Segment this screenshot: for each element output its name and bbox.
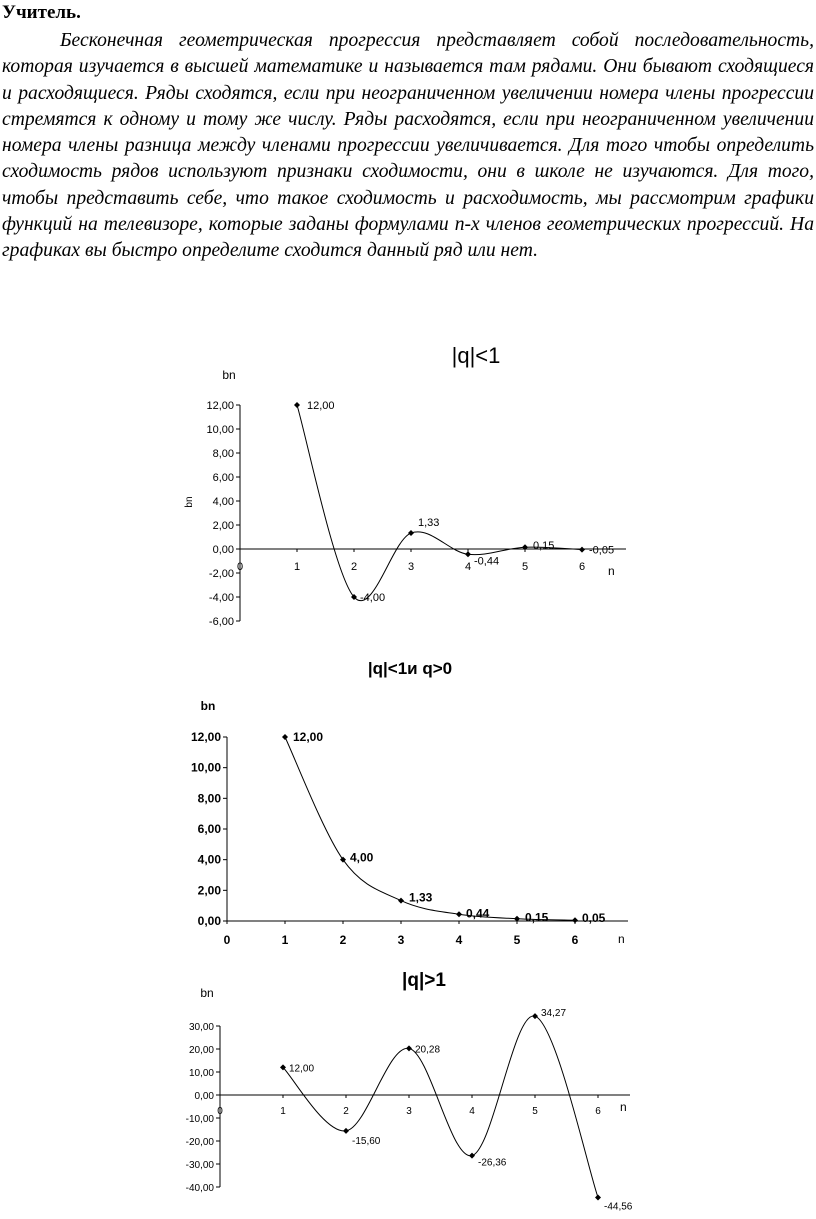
y-tick-label: 10,00 bbox=[190, 760, 221, 775]
x-tick-label: 2 bbox=[343, 1106, 349, 1117]
data-point-marker bbox=[532, 1013, 538, 1019]
x-axis-label: n bbox=[620, 1100, 627, 1114]
data-point-marker bbox=[294, 402, 300, 408]
y-axis-label: bn bbox=[200, 699, 216, 713]
data-point-label: 34,27 bbox=[541, 1008, 567, 1020]
y-tick-label: 30,00 bbox=[188, 1022, 214, 1033]
data-point-marker bbox=[572, 917, 578, 923]
x-tick-label: 6 bbox=[571, 933, 579, 947]
y-tick-label: 4,00 bbox=[197, 852, 221, 867]
x-tick-label: 6 bbox=[578, 561, 586, 573]
x-tick-label: 5 bbox=[532, 1106, 538, 1117]
data-point-marker bbox=[465, 551, 471, 557]
chart-q-abs-greater-1 bbox=[0, 960, 816, 1219]
data-point-marker bbox=[579, 547, 585, 553]
y-tick-label: -40,00 bbox=[185, 1183, 214, 1194]
data-point-label: 12,00 bbox=[307, 400, 335, 412]
data-point-label: -0,05 bbox=[589, 544, 615, 557]
x-tick-label: 3 bbox=[407, 561, 415, 573]
x-tick-label: 6 bbox=[595, 1106, 601, 1117]
y-tick-label: -10,00 bbox=[185, 1114, 214, 1125]
data-point-label: 0,15 bbox=[533, 540, 555, 553]
x-tick-label: 3 bbox=[406, 1106, 412, 1117]
y-tick-label: 12,00 bbox=[190, 730, 221, 744]
y-axis-side-label: bn bbox=[184, 496, 195, 508]
y-tick-label: 4,00 bbox=[212, 496, 234, 508]
y-tick-label: -30,00 bbox=[185, 1160, 214, 1171]
y-tick-label: 6,00 bbox=[197, 822, 221, 836]
data-point-marker bbox=[595, 1194, 601, 1200]
data-point-label: 4,00 bbox=[350, 850, 374, 865]
chart-title: |q|<1и q>0 bbox=[367, 659, 453, 678]
x-tick-label: 2 bbox=[350, 561, 358, 573]
data-point-label: -44,56 bbox=[604, 1201, 633, 1213]
x-tick-label: 4 bbox=[455, 933, 463, 947]
y-tick-label: 8,00 bbox=[197, 791, 221, 806]
x-tick-label: 5 bbox=[521, 561, 529, 573]
y-tick-label: 12,00 bbox=[206, 400, 234, 412]
y-tick-label: 20,00 bbox=[188, 1045, 214, 1056]
data-point-marker bbox=[408, 530, 414, 536]
y-axis-label: bn bbox=[222, 368, 236, 382]
y-tick-label: 0,00 bbox=[194, 1091, 214, 1102]
x-axis-label: n bbox=[608, 564, 615, 578]
data-point-marker bbox=[398, 898, 404, 904]
series-line bbox=[283, 1016, 598, 1198]
series-line bbox=[297, 405, 582, 601]
y-tick-label: 2,00 bbox=[197, 883, 221, 898]
x-tick-label: 5 bbox=[513, 933, 521, 947]
data-point-label: 0,05 bbox=[582, 911, 606, 926]
data-point-marker bbox=[343, 1128, 349, 1134]
data-point-label: -0,44 bbox=[474, 555, 500, 568]
teacher-heading: Учитель. bbox=[2, 2, 81, 23]
data-point-label: 12,00 bbox=[293, 730, 324, 744]
x-tick-label: 2 bbox=[339, 933, 347, 947]
data-point-marker bbox=[456, 911, 462, 917]
x-tick-label: 1 bbox=[293, 561, 301, 573]
data-point-label: 12,00 bbox=[289, 1063, 315, 1075]
data-point-label: -26,36 bbox=[478, 1157, 507, 1169]
x-tick-label: 1 bbox=[280, 1106, 286, 1117]
data-point-label: 1,33 bbox=[418, 517, 440, 530]
y-tick-label: -2,00 bbox=[208, 568, 234, 580]
x-tick-label: 0 bbox=[217, 1106, 223, 1117]
x-tick-label: 3 bbox=[397, 933, 405, 947]
y-axis-label: bn bbox=[200, 986, 214, 1000]
chart-title: |q|<1 bbox=[451, 343, 501, 368]
data-point-label: -4,00 bbox=[360, 592, 386, 604]
y-tick-label: -6,00 bbox=[208, 616, 234, 628]
data-point-marker bbox=[469, 1153, 475, 1159]
x-tick-label: 0 bbox=[223, 933, 231, 947]
y-tick-label: 0,00 bbox=[212, 544, 234, 556]
data-point-marker bbox=[406, 1045, 412, 1051]
data-point-label: 0,15 bbox=[525, 910, 549, 925]
x-tick-label: 0 bbox=[236, 561, 244, 573]
x-tick-label: 4 bbox=[469, 1106, 475, 1117]
y-tick-label: 8,00 bbox=[212, 448, 234, 460]
data-point-label: -15,60 bbox=[352, 1135, 381, 1147]
y-tick-label: 10,00 bbox=[206, 424, 234, 436]
body-paragraph: Бесконечная геометрическая прогрессия представляет собой последовательность, которая изучается в высшей математике и называется там рядами. Они бывают сходящиеся и расходящиеся. Ряды сходятся, если при неограниченном увеличении номера члены прогрессии стремятся к одному и тому же числу. Ряды расходятся, если при неограниченном увеличении номера члены разница между членами прогрессии увеличивается. Для того чтобы определить сходимость рядов используют признаки сходимости, они в школе не изучаются. Для того, чтобы представить себе, что такое сходимость и расходимость, мы рассмотрим графики функций на телевизоре, которые заданы формулами n-х членов геометрических прогрессий. На графиках вы быстро определите сходится данный ряд или нет. bbox=[2, 30, 814, 262]
y-tick-label: 10,00 bbox=[188, 1068, 214, 1079]
x-tick-label: 4 bbox=[464, 561, 472, 573]
chart-q-abs-less-1 bbox=[0, 330, 816, 640]
data-point-label: 20,28 bbox=[415, 1044, 441, 1056]
data-point-marker bbox=[282, 734, 288, 740]
data-point-label: 0,44 bbox=[466, 906, 490, 921]
y-tick-label: 0,00 bbox=[197, 914, 221, 928]
data-point-label: 1,33 bbox=[409, 890, 433, 905]
y-tick-label: -20,00 bbox=[185, 1137, 214, 1148]
chart-title: |q|>1 bbox=[402, 970, 446, 991]
y-tick-label: 6,00 bbox=[212, 472, 234, 484]
x-axis-label: n bbox=[618, 932, 625, 946]
chart-q-abs-less-1-positive bbox=[0, 640, 816, 960]
y-tick-label: 2,00 bbox=[212, 520, 234, 532]
y-tick-label: -4,00 bbox=[208, 592, 234, 604]
x-tick-label: 1 bbox=[281, 933, 289, 947]
